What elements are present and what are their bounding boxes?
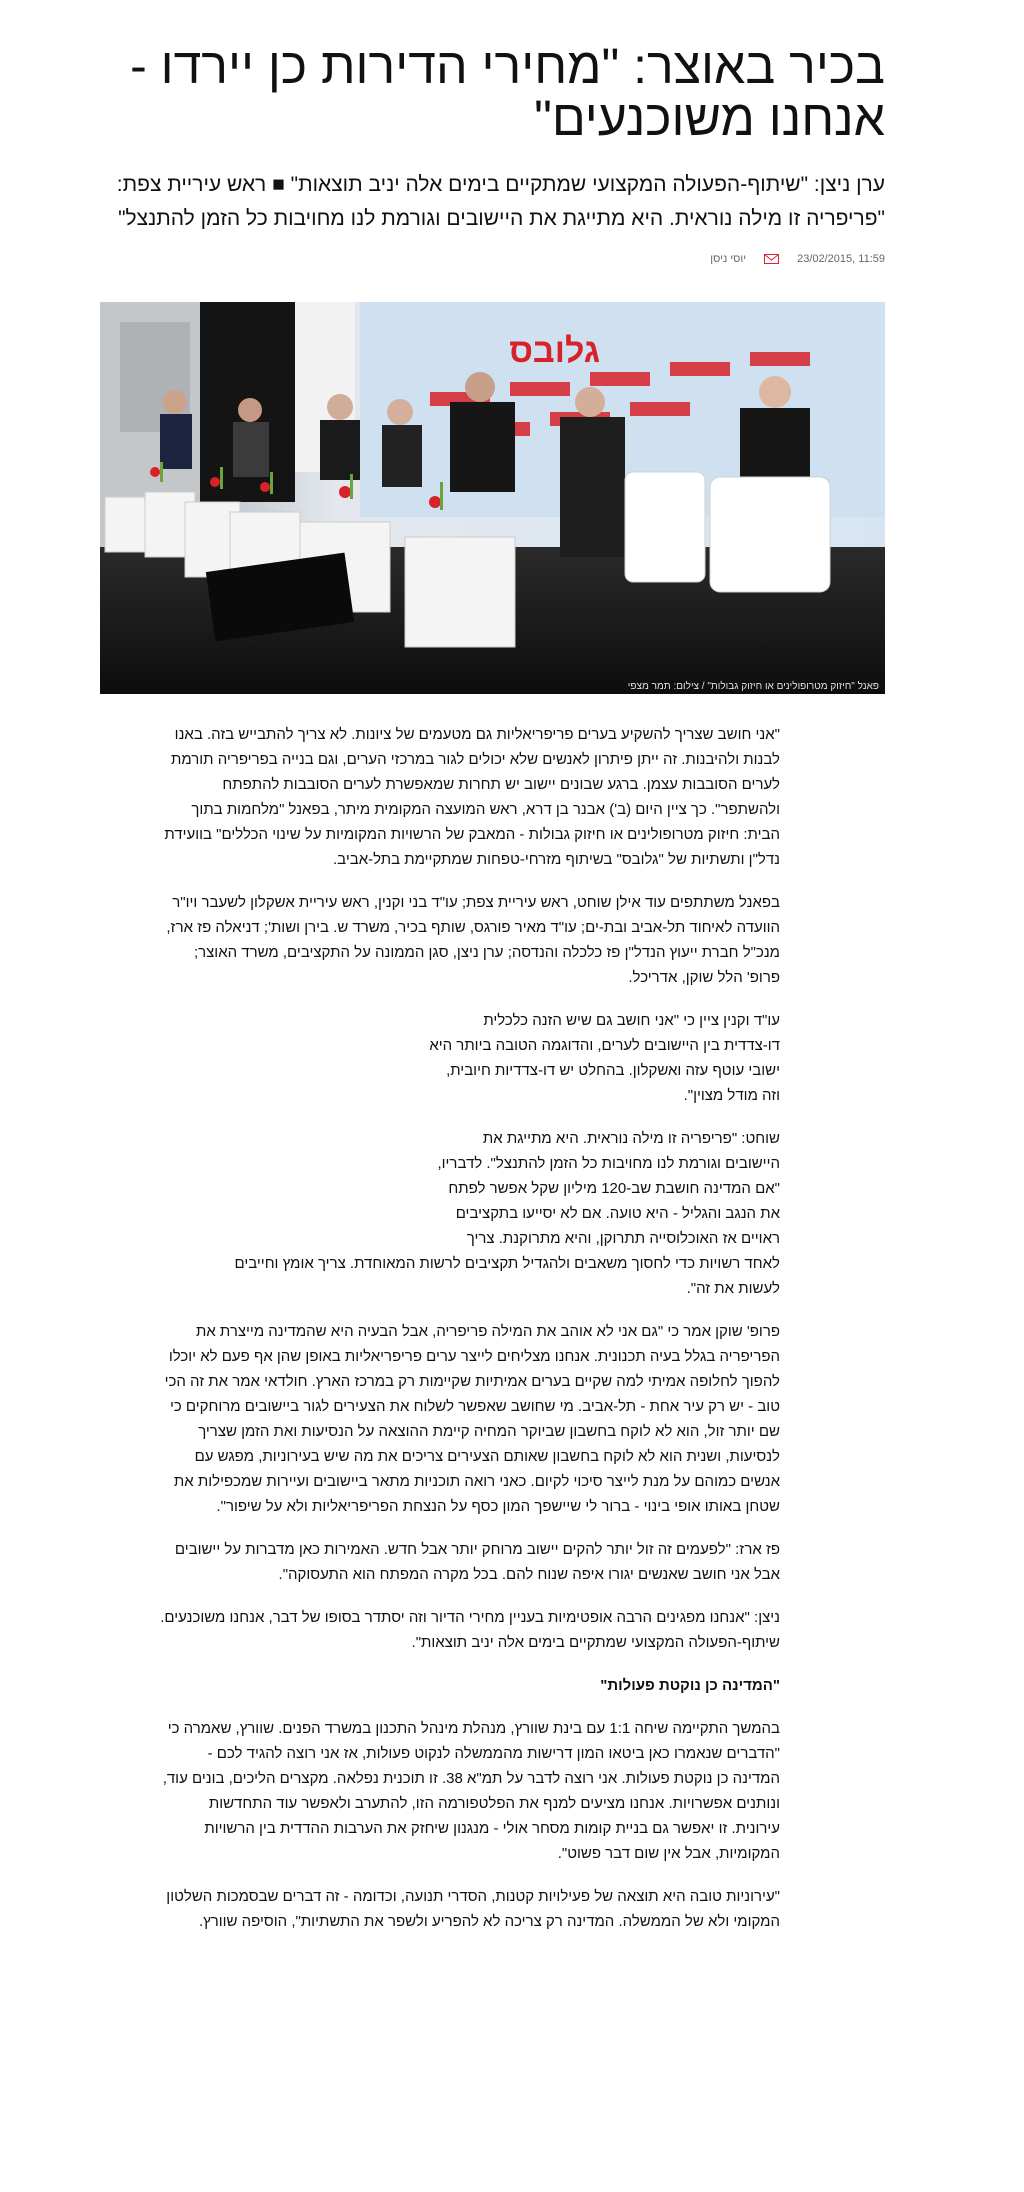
section-subheading: "המדינה כן נוקטת פעולות" [600, 1677, 780, 1694]
paragraph: עו"ד וקנין ציין כי "אני חושב גם שיש הזנה כלכלית דו-צדדית בין היישובים לערים, והדוגמה הטובה ביותר היא ישובי עוטף עזה ואשקלון. בהחלט יש דו-צדדיות חיובית, וזה מודל מצוין". [429, 1012, 780, 1104]
paragraph: פרופ' שוקן אמר כי "גם אני לא אוהב את המילה פריפריה, אבל הבעיה היא שהמדינה מייצרת את הפריפריה בגלל בעיה תכנונית. אנחנו מצליחים לייצר ערים פריפריאליות באופן שהן אף פעם לא יוכלו להפוך לחלופה אמיתי למה שקיים בערים אמיתיות שקיימות רק במרכז הארץ. חולדאי אמר את זה הכי טוב - יש רק עיר אחת - תל-אביב. מי שחושב שאפשר לשלוח את הצעירים לגור ביישובים מרוחקים כי שם יותר זול, הוא לא לוקח בחשבון שביוקר המחיה קיימת ההוצאה על הנסיעות ואת הזמן שצריך לנסיעות, ושנית הוא לא לוקח בחשבון שאותם הצעירים צריכים את מה שיש בעירוניות, מפגש עם אנשים כמוהם על מנת לייצר סיכוי לקיום. כאני רואה תוכניות מתאר ביישובים ועיירות שמכפילות את שטחן באותו אופי בינוי - ברור לי שיישפך המון כסף על הנצחת הפריפריאליות ולא על שיפור". [164, 1323, 780, 1515]
paragraph: פז ארז: "לפעמים זה זול יותר להקים יישוב מרוחק יותר אבל חדש. האמירות כאן מדברות על יישובים אבל אני חושב שאנשים יגורו איפה שנוח להם. בכל מקרה המפתח הוא התעסוקה". [174, 1541, 780, 1583]
publish-date: 11:59 ,23/02/2015 [797, 253, 885, 265]
panel-photo-illustration [100, 302, 885, 694]
paragraph: בהמשך התקיימה שיחה 1:1 עם בינת שוורץ, מנהלת מינהל התכנון במשרד הפנים. שוורץ, שאמרה כי "הדברים שנאמרו כאן ביטאו המון דרישות מהממשלה לנקוט פעולות, אז אני רוצה להגיד לכם - המדינה כן נוקטת פעולות. אני רוצה לדבר על תמ"א 38. זו תוכנית נפלאה. מקצרים הליכים, בונים עוד, ונותנים אפשרויות. אנחנו מציעים למנף את הפלטפורמה הזו, להתערב ולאפשר עוד התחדשות עירונית. זו יאפשר גם בניית קומות מסחר אולי - מנגנון שיחזק את הערבות ההדדית בין הרשויות המקומיות, אבל אין שום דבר פשוט". [162, 1720, 780, 1862]
article-photo [100, 302, 885, 694]
subtitle: ערן ניצן: "שיתוף-הפעולה המקצועי שמתקיים בימים אלה יניב תוצאות" ■ ראש עיריית צפת: "פריפריה זו מילה נוראית. היא מתייגת את היישובים וגורמת לנו מחויבות כל הזמן להתנצל" [116, 173, 885, 230]
photo-caption: פאנל "חיזוק מטרופולינים או חיזוק גבולות" / צילום: תמר מצפי [627, 681, 879, 692]
article-body [160, 722, 780, 1952]
paragraph: שוחט: "פריפריה זו מילה נוראית. היא מתייגת את היישובים וגורמת לנו מחויבות כל הזמן להתנצל". לדבריו, "אם המדינה חושבת שב-120 מיליון שקל אפשר לפתח את הנגב והגליל - היא טועה. אם לא יסייעו בתקציבים ראויים אז האוכלוסייה תתרוקן, והיא מתרוקנת. צריך לאחד רשויות כדי לחסוך משאבים ולהגדיל תקציבים לרשות המאוחדת. צריך אומץ וחייבים לעשות את זה". [234, 1130, 780, 1297]
paragraph: "אני חושב שצריך להשקיע בערים פריפריאליות גם מטעמים של ציונות. לא צריך להתבייש בזה. באנו לבנות ולהיבנות. זה ייתן פיתרון לאנשים שלא יכולים לגור במרכזי הערים, וגם בנייה בפריפריה תורמת לערים הסובבות עצמן. ברגע שבונים יישוב יש תחרות שמאפשרת לערים הסובבות להתפתח ולהשתפר". כך ציין היום (ב') אבנר בן דרא, ראש המועצה המקומית מיתר, בפאנל "מלחמות בתוך הבית: חיזוק מטרופולינים או חיזוק גבולות - המאבק של הרשויות המקומיות על שינוי הכללים" בוועידת נדל"ן ותשתיות של "גלובס" בשיתוף מזרחי-טפחות שמתקיימת בתל-אביב. [164, 726, 780, 868]
article-meta [100, 248, 885, 270]
paragraph: "עירוניות טובה היא תוצאה של פעילויות קטנות, הסדרי תנועה, וכדומה - זה דברים שבסמכות השלטון המקומי ולא של הממשלה. המדינה רק צריכה לא להפריע ולשפר את התשתיות", הוסיפה שוורץ. [166, 1888, 780, 1930]
headline: בכיר באוצר: "מחירי הדירות כן יירדו - אנחנו משוכנעים" [130, 38, 885, 146]
stage-sign: גלובס [509, 332, 600, 370]
paragraph: בפאנל משתתפים עוד אילן שוחט, ראש עיריית צפת; עו"ד בני וקנין, ראש עיריית אשקלון לשעבר ויו"ר הוועדה לאיחוד תל-אביב ובת-ים; עו"ד מאיר פורגס, שותף בכיר, משרד ש. בירן ושות'; דניאלה פז ארז, מנכ"ל חברת ייעוץ הנדל"ן פז כלכלה והנדסה; ערן ניצן, סגן הממונה על התקציבים, משרד האוצר; פרופ' הלל שוקן, אדריכל. [166, 894, 780, 986]
paragraph: ניצן: "אנחנו מפגינים הרבה אופטימיות בעניין מחירי הדיור וזה יסתדר בסופו של דבר, אנחנו משוכנעים. שיתוף-הפעולה המקצועי שמתקיים בימים אלה יניב תוצאות". [160, 1609, 780, 1651]
author-name[interactable]: יוסי ניסן [710, 253, 747, 265]
mail-icon[interactable] [764, 254, 779, 264]
article [100, 38, 885, 692]
